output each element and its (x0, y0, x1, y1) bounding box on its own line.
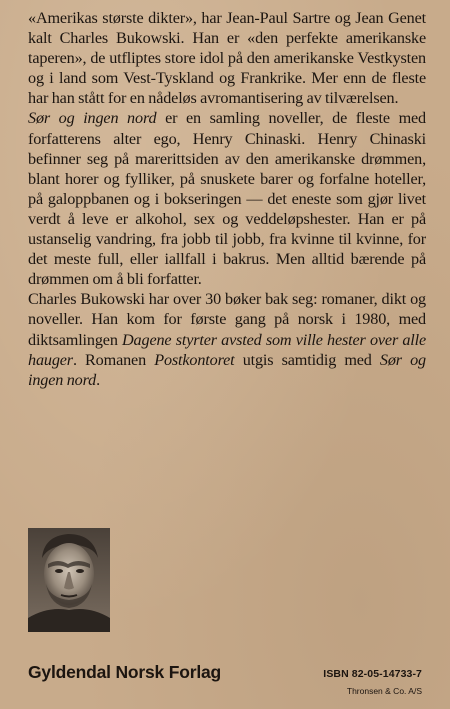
blurb-paragraph-3: Charles Bukowski har over 30 bøker bak seg: romaner, dikt og noveller. Han kom for første gang på norsk i 1980, med diktsamlingen Dagene styrter avsted som ville hester over alle hauger. Romanen Postkontoret utgis samtidig med Sør og ingen nord. (28, 290, 427, 389)
book-title-postkontoret: Postkontoret (154, 350, 235, 369)
publisher-name: Gyldendal Norsk Forlag (28, 662, 222, 682)
author-portrait-photo (28, 528, 110, 632)
blurb-text (28, 8, 426, 390)
blurb-paragraph-2: Sør og ingen nord er en samling noveller, de fleste med forfatterens alter ego, Henry Chinaski. Henry Chinaski befinner seg på marerittsiden av den amerikanske drømmen, blant horer og fylliker, på snuskete barer og forfalne hoteller, på galoppbanen og i bokseringen — det eneste som gjør livet verdt å leve er alkohol, sex og veddeløpshester. Han er på ustanselig vandring, fra jobb til jobb, fra kvinne til kvinne, for det meste full, eller iallfall i bakrus. Men alltid bærende på drømmen om å bli forfatter. (28, 109, 426, 289)
isbn-number: ISBN 82-05-14733-7 (323, 668, 422, 680)
printer-name: Thronsen & Co. A/S (346, 686, 422, 696)
book-title-dagene: Dagene styrter avsted som ville hester over alle hauger (28, 330, 427, 369)
blurb-paragraph-1: «Amerikas største dikter», har Jean-Paul Sartre og Jean Genet kalt Charles Bukowski. Han er «den perfekte amerikanske taperen», de utfliptes store idol på den amerikanske Vestkysten og i land som Vest-Tyskland og Frankrike. Mer enn de fleste har han stått for en nådeløs avromantisering av tilværelsen. (28, 9, 426, 108)
author-portrait-drawing (28, 528, 110, 632)
book-title: Sør og ingen nord (28, 109, 157, 128)
book-title-sor: Sør og ingen nord (28, 350, 426, 389)
